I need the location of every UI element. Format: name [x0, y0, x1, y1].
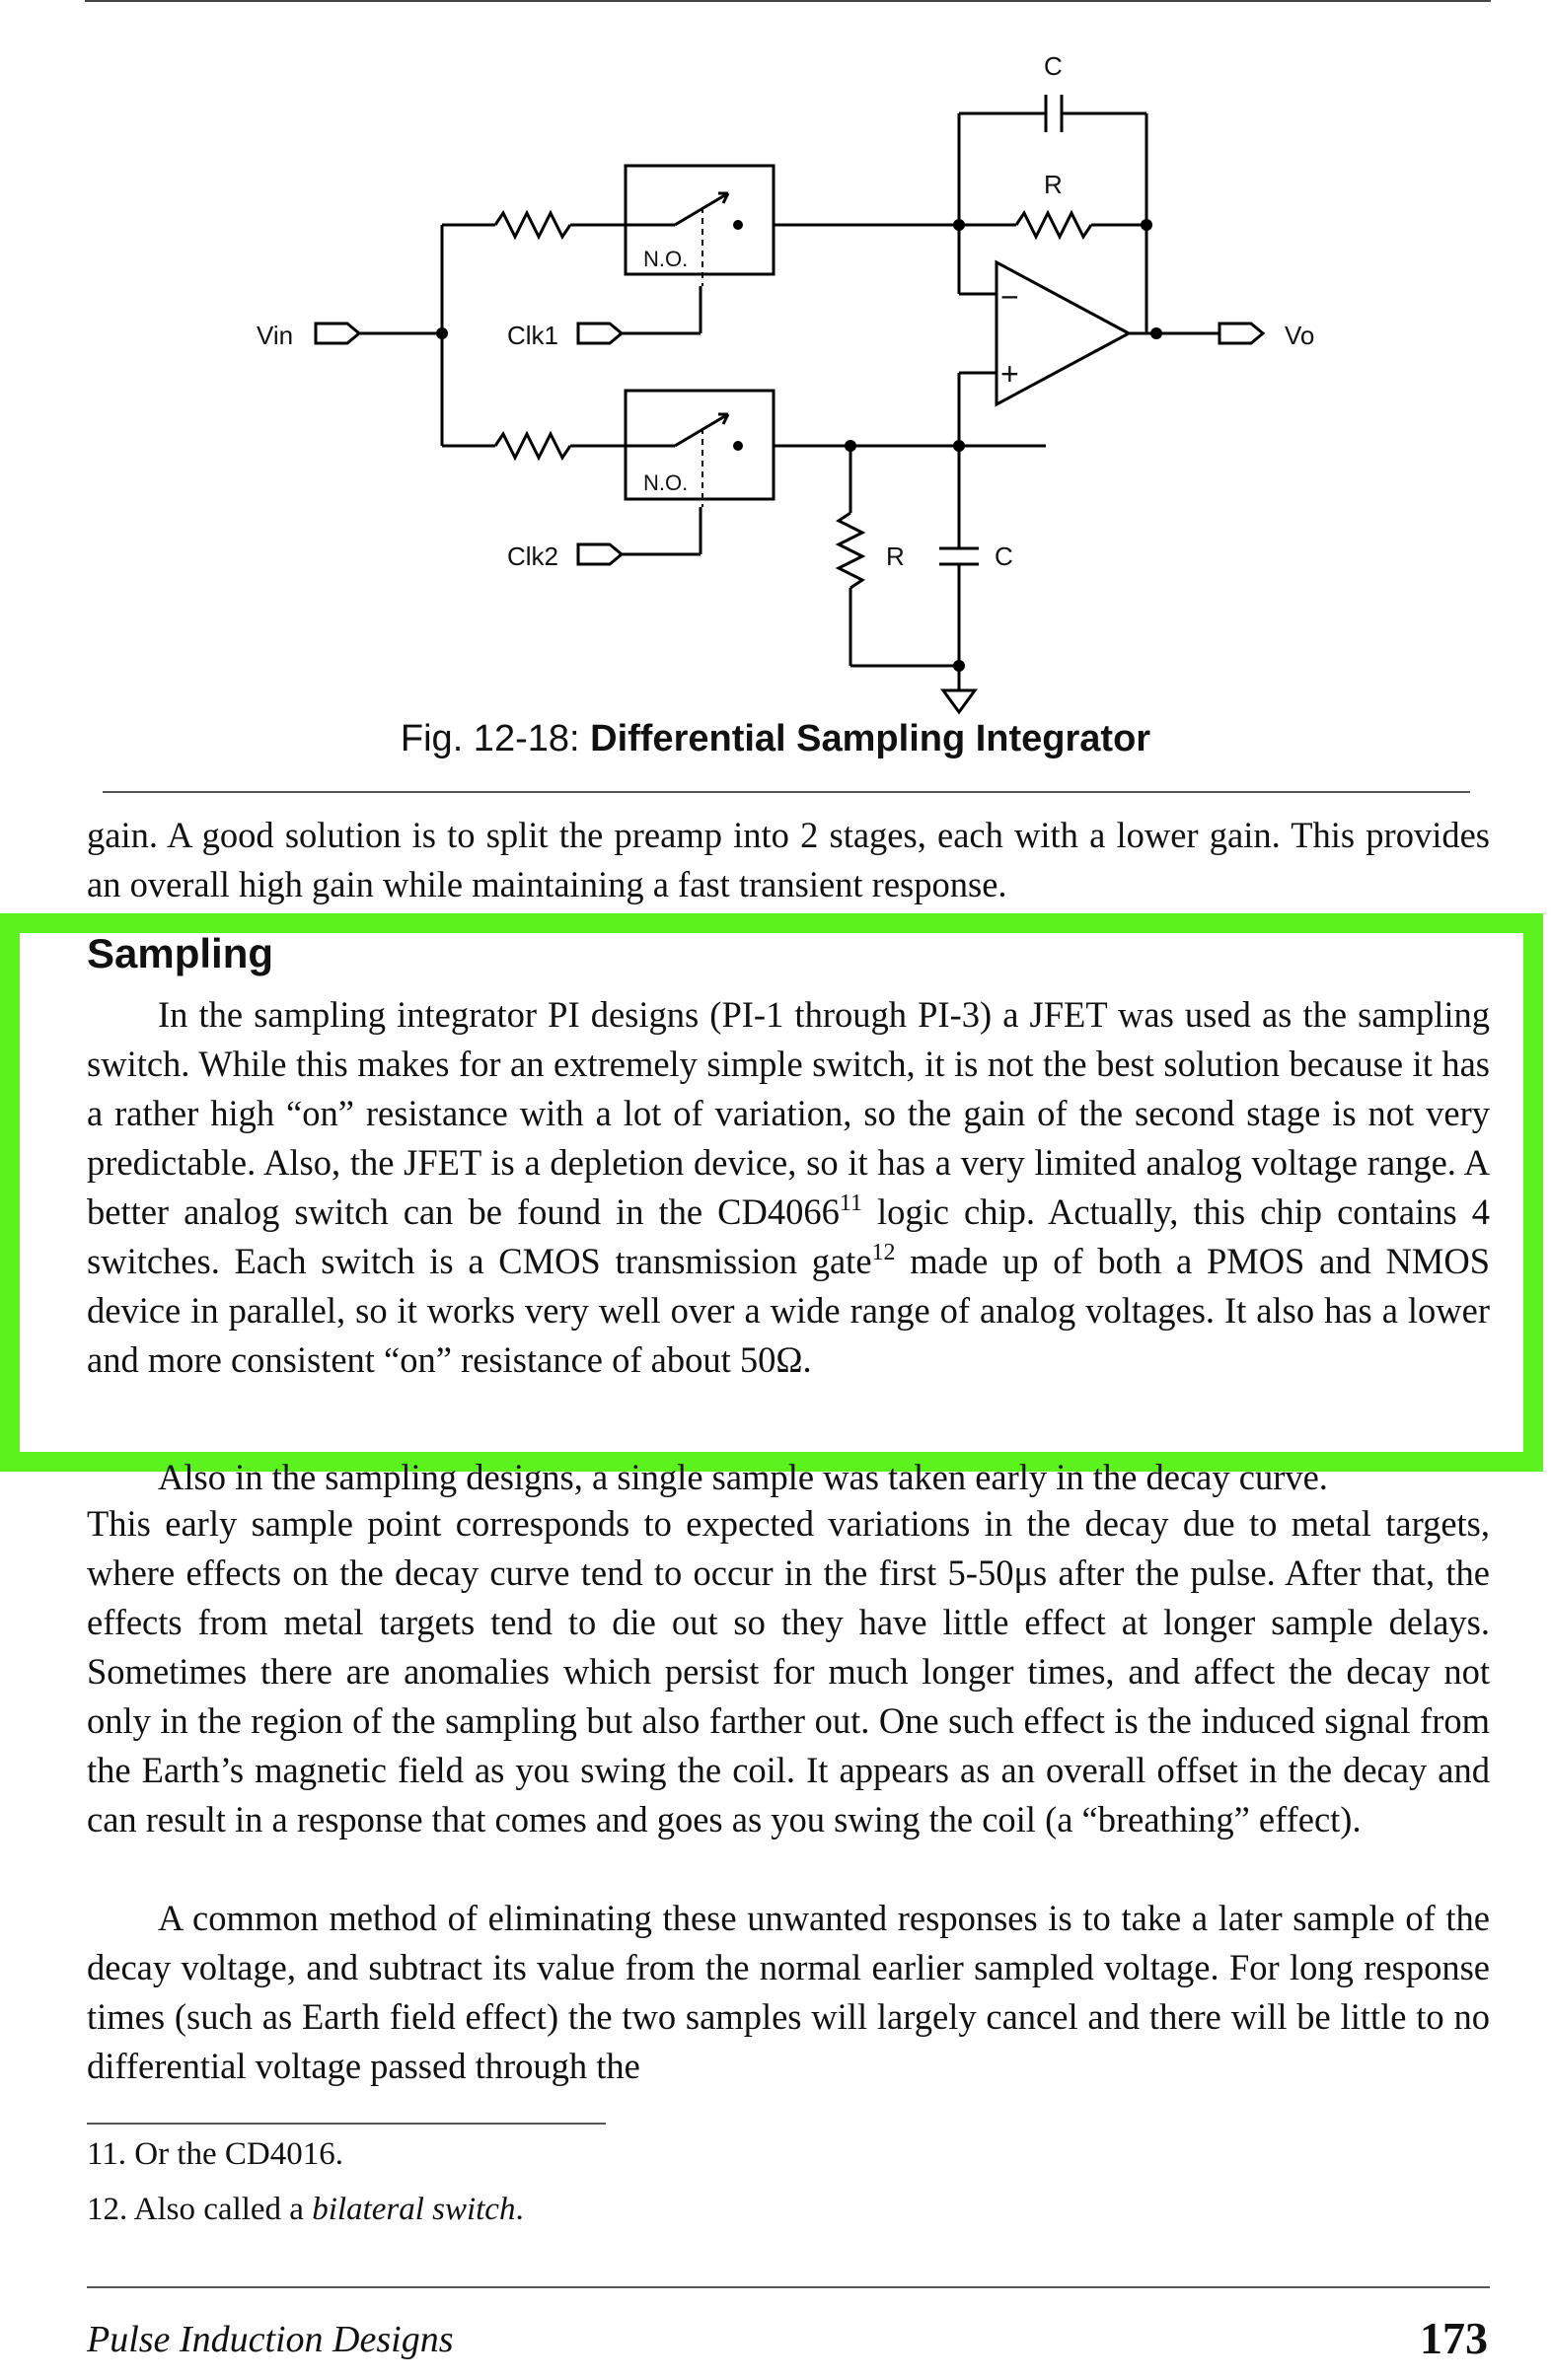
- input-resistor-top: [495, 213, 570, 237]
- para4-text: A common method of eliminating these unwanted responses is to take a later sample of the decay voltage, and subtract its value from the normal earlier sampled voltage. For long response times (such as Earth field effect) the two samples will largely cancel and there will be little to no differential voltage passed through the: [87, 1898, 1490, 2086]
- cut-line-text: Also in the sampling designs, a single sample was taken early in the decay curve.: [158, 1457, 1328, 1497]
- fn12-prefix: 12. Also called a: [87, 2192, 313, 2227]
- figure-caption: [0, 718, 1551, 760]
- paragraph-4: [87, 1894, 1490, 2091]
- label-feedback-r: R: [1044, 170, 1063, 199]
- footnote-12: [87, 2192, 524, 2228]
- label-clk2: Clk2: [507, 541, 559, 571]
- para3-text: This early sample point corresponds to expected variations in the decay due to metal targets, where effects on the decay curve tend to occur in the first 5-50μs after the pulse. After that, the effects from metal targets tend to die out so they have little effect at longer sample delays. Sometimes there are anomalies which persist for much longer times, and affect the decay not only in the region of the sampling but also farther out. One such effect is the induced signal from the Earth’s magnetic field as you swing the coil. It appears as an overall offset in the decay and can result in a response that comes and goes as you swing the coil (a “breathing” effect).: [87, 1503, 1490, 1839]
- vin-connector: [316, 324, 359, 343]
- intro-text: gain. A good solution is to split the preamp into 2 stages, each with a lower gain. This provides an overall high gain while maintaining a fast transient response.: [87, 815, 1490, 904]
- vo-connector: [1219, 324, 1263, 343]
- label-opamp-plus: +: [1000, 356, 1019, 392]
- footnote-ref-11[interactable]: 11: [839, 1190, 862, 1216]
- footnote-ref-12[interactable]: 12: [871, 1240, 896, 1265]
- label-clk1: Clk1: [507, 321, 559, 350]
- ground-resistor: [839, 513, 862, 588]
- clk1-connector: [578, 324, 622, 343]
- circuit-schematic: [0, 0, 1551, 789]
- label-vin: Vin: [257, 321, 294, 350]
- section-heading: Sampling: [87, 930, 274, 976]
- fn12-emph: bilateral switch: [312, 2192, 516, 2227]
- book-title: Pulse Induction Designs: [87, 2319, 454, 2360]
- clk2-connector: [578, 544, 622, 564]
- partially-hidden-line: [87, 1457, 1490, 1501]
- sampling-text-2: logic chip. Actually, this chip contains 4 switches. Each switch is a CMOS transmission gate: [87, 1191, 1490, 1281]
- label-opamp-minus: −: [1000, 279, 1019, 315]
- label-ground-c: C: [995, 541, 1013, 571]
- label-vo: Vo: [1285, 321, 1315, 350]
- fn12-suffix: .: [515, 2192, 524, 2227]
- caption-prefix: Fig. 12-18:: [400, 718, 580, 759]
- feedback-resistor: [1016, 213, 1091, 237]
- label-ground-r: R: [886, 541, 905, 571]
- label-switch-2: N.O.: [643, 470, 689, 495]
- sampling-text-3: made up of both a PMOS and NMOS device in parallel, so it works very well over a wide range of analog voltages. It also has a lower and more consistent “on” resistance of about 50Ω.: [87, 1241, 1490, 1380]
- caption-title: Differential Sampling Integrator: [590, 718, 1151, 759]
- ground-icon: [943, 690, 975, 712]
- sampling-text-1: In the sampling integrator PI designs (PI-1 through PI-3) a JFET was used as the sampling switch. While this makes for an extremely simple switch, it is not the best solution because it has a rather high “on” resistance with a lot of variation, so the gain of the second stage is not very predictable. Also, the JFET is a depletion device, so it has a very limited analog voltage range. A better analog switch can be found in the CD4066: [87, 994, 1490, 1232]
- label-feedback-c: C: [1044, 51, 1063, 81]
- footnote-rule: [87, 2123, 606, 2125]
- figure-rule: [103, 791, 1470, 793]
- footer-rule: [87, 2286, 1490, 2288]
- intro-paragraph: [87, 811, 1490, 909]
- page-number: 173: [1420, 2313, 1488, 2363]
- label-switch-1: N.O.: [643, 247, 689, 271]
- paragraph-3: [87, 1499, 1490, 1844]
- sampling-paragraph: [87, 990, 1490, 1385]
- footnote-11: 11. Or the CD4016.: [87, 2136, 344, 2172]
- input-resistor-bottom: [495, 434, 570, 458]
